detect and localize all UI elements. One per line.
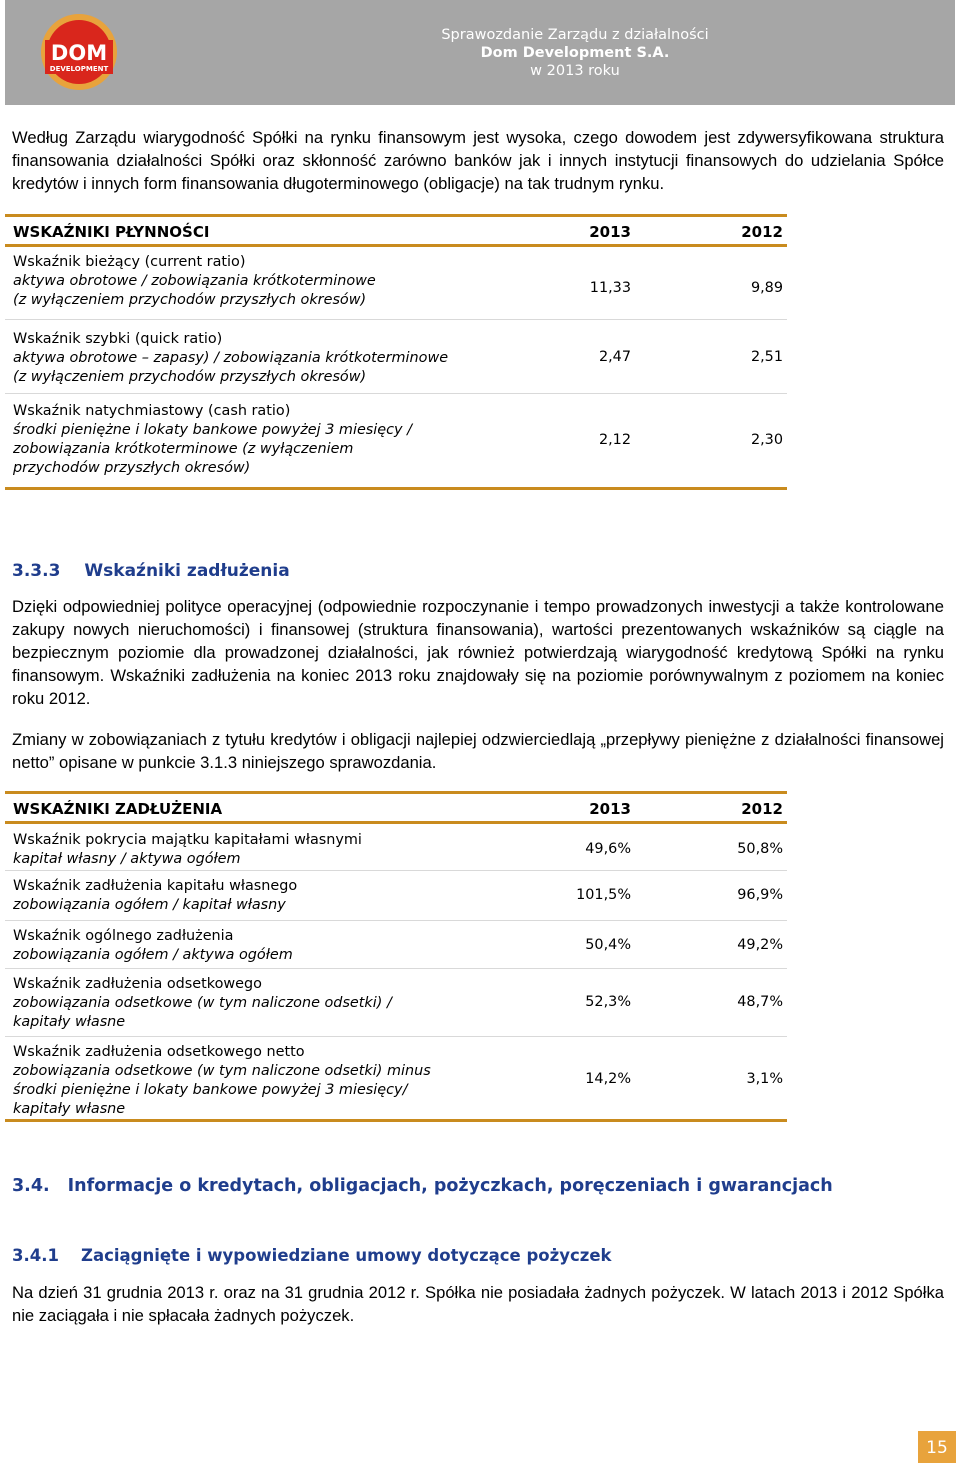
value-2013: 52,3% [585,994,631,1010]
ratio-formula: zobowiązania odsetkowe (w tym naliczone odsetki) minus środki pieniężne i lokaty bankowe powyżej 3 miesięcy/ kapitały własne [13,1063,431,1117]
ratio-formula: aktywa obrotowe – zapasy) / zobowiązania krótkoterminowe (z wyłączeniem przychodów przyszłych okresów) [13,350,449,385]
ratio-name: Wskaźnik zadłużenia odsetkowego netto [13,1044,305,1060]
table-row [5,871,787,921]
ratio-name: Wskaźnik ogólnego zadłużenia [13,928,234,944]
section-number: 3.4. [12,1176,50,1196]
ratio-formula: kapitał własny / aktywa ogółem [13,851,241,867]
section-heading-3-3-3 [12,561,290,581]
value-2013: 49,6% [585,841,631,857]
debt-table [5,791,787,1122]
ratio-formula: zobowiązania ogółem / kapitał własny [13,897,286,913]
ratio-name: Wskaźnik natychmiastowy (cash ratio) [13,403,291,419]
page-number-badge: 15 [918,1431,956,1463]
ratio-name: Wskaźnik szybki (quick ratio) [13,331,223,347]
table-row [5,1037,787,1122]
table-row [5,247,787,320]
ratio-name: Wskaźnik zadłużenia kapitału własnego [13,878,298,894]
report-title [395,26,755,80]
value-2012: 96,9% [737,887,783,903]
loans-paragraph: Na dzień 31 grudnia 2013 r. oraz na 31 grudnia 2012 r. Spółka nie posiadała żadnych pożyczek. W latach 2013 i 2012 Spółka nie zaciągała i nie spłacała żadnych pożyczek. [12,1283,944,1325]
intro-paragraph: Według Zarządu wiarygodność Spółki na rynku finansowym jest wysoka, czego dowodem jest zdywersyfikowana struktura finansowania działalności Spółki oraz skłonność zarówno banków jak i innych instytucji finansowych do udzielania Spółce kredytów i innych form finansowania długoterminowego (obligacje) na tak trudnym rynku. [12,128,944,193]
section-heading-3-4 [12,1176,833,1196]
ratio-name: Wskaźnik pokrycia majątku kapitałami własnymi [13,832,362,848]
value-2012: 49,2% [737,937,783,953]
report-title-line1: Sprawozdanie Zarządu z działalności [441,27,709,43]
table-row [5,921,787,969]
ratio-formula: środki pieniężne i lokaty bankowe powyżej 3 miesięcy / zobowiązania krótkoterminowe (z wyłączeniem przychodów przyszłych okresów) [13,422,412,476]
value-2012: 3,1% [746,1071,783,1087]
table-row [5,320,787,394]
logo-text-top: DOM [50,41,108,65]
value-2013: 14,2% [585,1071,631,1087]
table-row [5,824,787,871]
debt-paragraph-1: Dzięki odpowiedniej polityce operacyjnej (odpowiednie rozpoczynanie i tempo prowadzonych inwestycji a także kontrolowane zakupy nowych nieruchomości) i finansowej (struktura finansowania), wartości prezentowanych wskaźników są ciągle na bezpiecznym poziomie dla prowadzonej działalności, jak również potwierdzają wiarygodność kredytową Spółki na rynku finansowym. Wskaźniki zadłużenia na koniec 2013 roku znajdowały się na poziomie porównywalnym z poziomem na koniec roku 2012. [12,597,944,708]
value-2012: 50,8% [737,841,783,857]
value-2013: 2,12 [598,432,631,448]
dom-development-logo [27,13,131,92]
report-title-year: w 2013 roku [530,63,620,79]
ratio-formula: aktywa obrotowe / zobowiązania krótkoterminowe (z wyłączeniem przychodów przyszłych okresów) [13,273,376,308]
debt-col-2013: 2013 [589,800,631,818]
logo-text-bottom: DEVELOPMENT [49,65,109,73]
ratio-formula: zobowiązania odsetkowe (w tym naliczone odsetki) / kapitały własne [13,995,392,1030]
table-row [5,969,787,1037]
debt-table-header [5,791,787,824]
section-title: Informacje o kredytach, obligacjach, pożyczkach, poręczeniach i gwarancjach [67,1176,833,1196]
value-2012: 9,89 [750,280,783,296]
value-2013: 101,5% [576,887,631,903]
value-2012: 48,7% [737,994,783,1010]
section-title: Zaciągnięte i wypowiedziane umowy dotyczące pożyczek [80,1246,612,1265]
liquidity-table [5,214,787,490]
liquidity-col-2013: 2013 [589,223,631,241]
debt-table-title: WSKAŹNIKI ZADŁUŻENIA [13,800,223,818]
liquidity-col-2012: 2012 [741,223,783,241]
page-header [5,0,955,105]
ratio-formula: zobowiązania ogółem / aktywa ogółem [13,947,293,963]
value-2012: 2,30 [750,432,783,448]
section-number: 3.4.1 [12,1246,59,1265]
section-title: Wskaźniki zadłużenia [84,561,290,581]
value-2013: 50,4% [585,937,631,953]
value-2013: 2,47 [598,349,631,365]
section-heading-3-4-1 [12,1246,612,1265]
ratio-name: Wskaźnik bieżący (current ratio) [13,254,246,270]
liquidity-table-header [5,214,787,247]
value-2013: 11,33 [589,280,631,296]
value-2012: 2,51 [750,349,783,365]
report-title-company: Dom Development S.A. [480,45,670,61]
debt-paragraph-2: Zmiany w zobowiązaniach z tytułu kredytów i obligacji najlepiej odzwierciedlają „przepływy pieniężne z działalności finansowej netto” opisane w punkcie 3.1.3 niniejszego sprawozdania. [12,730,944,772]
liquidity-table-title: WSKAŹNIKI PŁYNNOŚCI [13,223,210,241]
ratio-name: Wskaźnik zadłużenia odsetkowego [13,976,262,992]
debt-col-2012: 2012 [741,800,783,818]
table-row [5,394,787,490]
section-number: 3.3.3 [12,561,61,581]
